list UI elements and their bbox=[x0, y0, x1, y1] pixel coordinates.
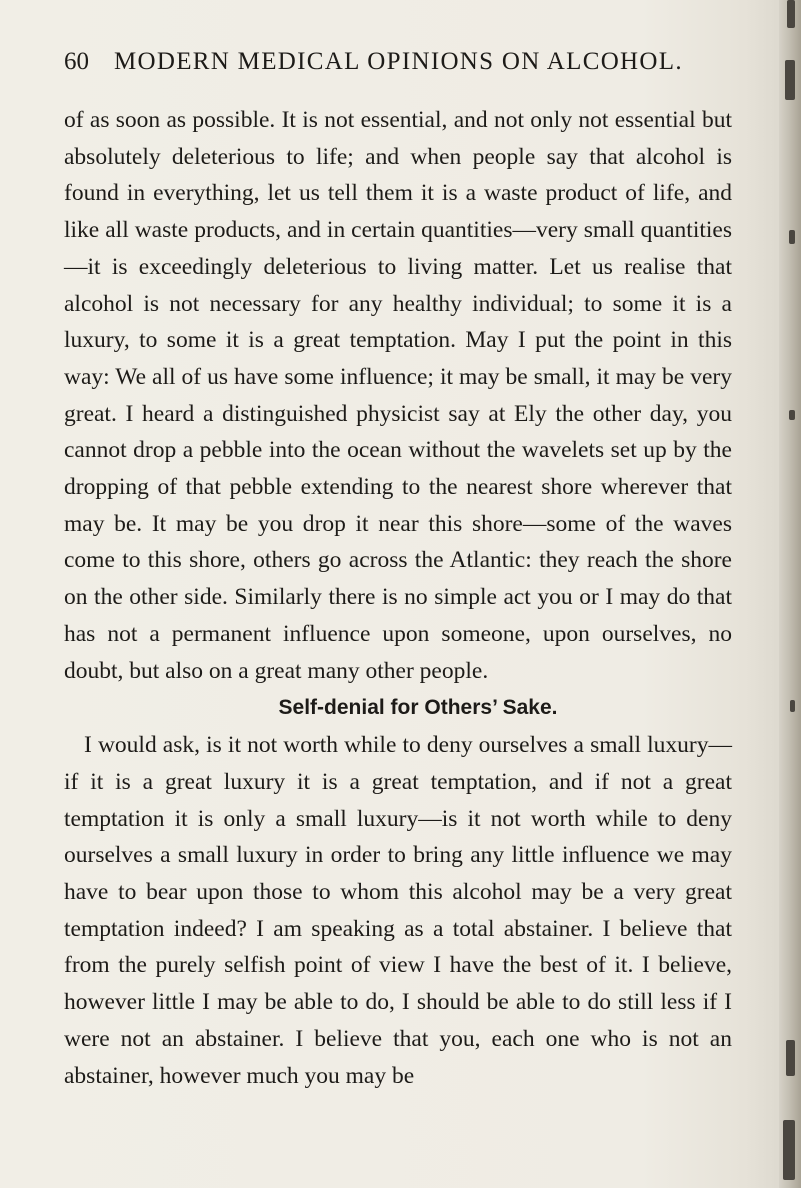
section-subheading: Self-denial for Others’ Sake. bbox=[278, 696, 558, 720]
page-edge bbox=[779, 0, 801, 1188]
paragraph-2: I would ask, is it not worth while to deny ourselves a small luxury—if it is a great luxury it is a great temptation, and if not a great temptation it is only a small luxury—is it not worth while to deny ourselves a small luxury in order to bring any little influence we may have to bear upon those to whom this alcohol may be a very great temptation indeed? I am speaking as a total abstainer. I believe that from the purely selfish point of view I have the best of it. I believe, however little I may be able to do, I should be able to do still less if I were not an abstainer. I believe that you, each one who is not an abstainer, however much you may be bbox=[64, 732, 732, 1089]
edge-mark bbox=[790, 700, 795, 712]
page-header bbox=[64, 48, 732, 88]
edge-mark bbox=[786, 1040, 795, 1076]
edge-mark bbox=[789, 230, 795, 244]
page-body bbox=[64, 102, 732, 1094]
edge-mark bbox=[789, 410, 795, 420]
edge-mark bbox=[783, 1120, 795, 1180]
running-head: MODERN MEDICAL OPINIONS ON ALCOHOL. bbox=[114, 48, 683, 75]
paragraph-1: of as soon as possible. It is not essential, and not only not essential but absolutely deleterious to life; and when people say that alcohol is found in everything, let us tell them it is a waste product of life, and like all waste products, and in certain quantities—very small quantities—it is exceedingly deleterious to living matter. Let us realise that alcohol is not necessary for any healthy individual; to some it is a luxury, to some it is a great temptation. May I put the point in this way: We all of us have some influence; it may be small, it may be very great. I heard a distinguished physicist say at Ely the other day, you cannot drop a pebble into the ocean without the wavelets set up by the dropping of that pebble extending to the nearest shore wherever that may be. It may be you drop it near this shore—some of the waves come to this shore, others go across the Atlantic: they reach the shore on the other side. Similarly there is no simple act you or I may do that has not a permanent influence upon someone, upon ourselves, no doubt, but also on a great many other people. bbox=[64, 107, 732, 684]
edge-mark bbox=[787, 0, 795, 28]
page-number: 60 bbox=[64, 48, 89, 75]
edge-mark bbox=[785, 60, 795, 100]
